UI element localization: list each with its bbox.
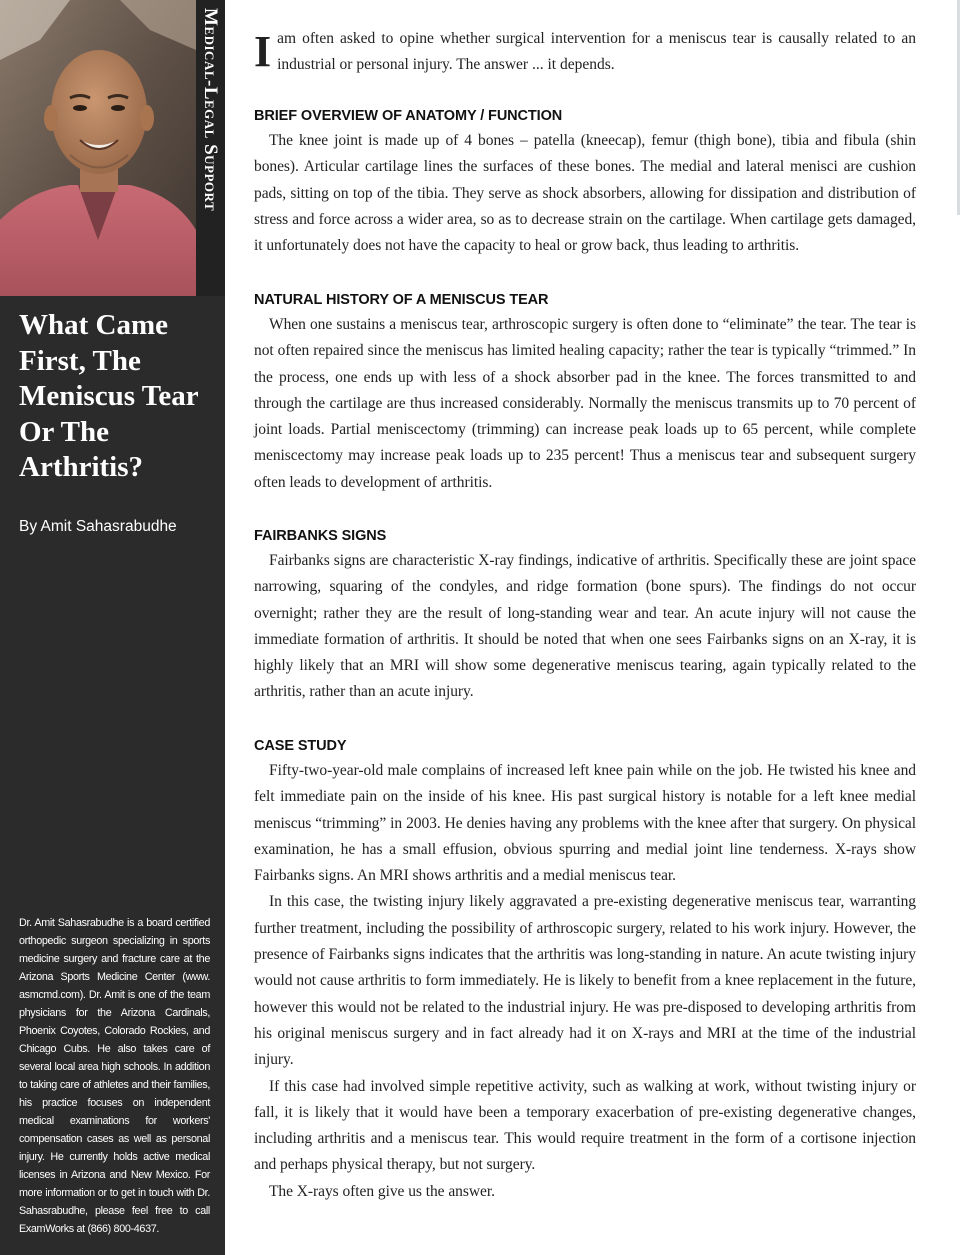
intro-paragraph: [254, 26, 916, 78]
section-heading: CASE STUDY: [254, 738, 347, 754]
section-paragraph: Fifty-two-year-old male complains of increased left knee pain while on the job. He twisted his knee and felt immediate pain on the inside of his knee. His past surgical history is notable for a left knee medial meniscus “trimming” in 2003. He denies having any problems with the knee after that surgery. On physical examination, he has a small effusion, obvious spurring and medial joint line tenderness. X-rays show Fairbanks signs. An MRI shows arthritis and a medial meniscus tear.: [254, 762, 916, 885]
section-heading: FAIRBANKS SIGNS: [254, 528, 387, 544]
section-paragraph: The X-rays often give us the answer.: [269, 1182, 495, 1200]
author-photo: [0, 0, 196, 296]
section-paragraph: The knee joint is made up of 4 bones – patella (kneecap), femur (thigh bone), tibia and fibula (shin bones). Articular cartilage lines the surfaces of these bones. The medial and lateral menisci are cushion pads, sitting on top of the tibia. They serve as shock absorbers, allowing for dissipation and distribution of stress and force across a wider area, so as to decrease strain on the cartilage. When cartilage gets damaged, it unfortunately does not have the capacity to heal or grow back, thus leading to arthritis.: [254, 132, 916, 255]
section-heading: NATURAL HISTORY OF A MENISCUS TEAR: [254, 292, 549, 308]
article-title: What Came First, The Meniscus Tear Or The Arthritis?: [19, 309, 199, 483]
author-portrait-image: [0, 0, 196, 296]
author-bio: Dr. Amit Sahasrabudhe is a board certified orthopedic surgeon specializing in sports medicine surgery and fracture care at the Arizona Sports Medicine Center (www. asmcmd.com). Dr. Amit is one of the team physicians for the Arizona Cardinals, Phoenix Coyotes, Colorado Rockies, and Chicago Cubs. He also takes care of several local area high schools. In addition to taking care of athletes and their families, his practice focuses on independent medical examinations for workers' compensation cases as well as personal injury. He currently holds active medical licenses in Arizona and New Mexico. For more information or to get in touch with Dr. Sahasrabudhe, please feel free to call ExamWorks at (866) 800-4637.: [19, 917, 210, 1235]
section-paragraph: If this case had involved simple repetitive activity, such as walking at work, without twisting injury or fall, it is likely that it would have been a temporary exacerbation of pre-existing degenerative changes, including arthritis and a meniscus tear. This would require treatment in the form of a cortisone injection and perhaps physical therapy, but not surgery.: [254, 1077, 916, 1174]
drop-cap: I: [254, 27, 272, 76]
sidebar: [0, 0, 225, 1255]
section-paragraph: Fairbanks signs are characteristic X-ray findings, indicative of arthritis. Specifically these are joint space narrowing, squaring of the condyles, and ridge formation (bone spurs). The findings do not occur overnight; rather they are the result of long-standing wear and tear. An acute injury will not cause the immediate formation of arthritis. It should be noted that when one sees Fairbanks signs on an X-ray, it is highly likely that an MRI will show some degenerative meniscus tearing, again typically related to the arthritis, rather than an acute injury.: [254, 552, 916, 701]
section-label: [196, 0, 225, 296]
section-paragraph: In this case, the twisting injury likely aggravated a pre-existing degenerative meniscus tear, warranting further treatment, including the possibility of arthroscopic surgery, related to his work injury. However, the presence of Fairbanks signs indicates that the arthritis was long-standing in nature. An acute twisting injury would not cause arthritis to form immediately. He is likely to benefit from a knee replacement in the future, however this would not be related to the industrial injury. He was pre-disposed to developing arthritis from his original meniscus surgery and in fact already had it on X-rays and MRI at the time of the industrial injury.: [254, 893, 916, 1069]
section-label-text: Medical-Legal Support: [200, 8, 221, 212]
article-intro: [254, 26, 916, 78]
section-case-study: [254, 734, 916, 1205]
section-natural-history: [254, 288, 916, 496]
section-anatomy: [254, 104, 916, 259]
intro-text: am often asked to opine whether surgical intervention for a meniscus tear is causally related to an industrial or personal injury. The answer ... it depends.: [277, 30, 916, 73]
section-paragraph: When one sustains a meniscus tear, arthroscopic surgery is often done to “eliminate” the tear. The tear is not often repaired since the meniscus has limited healing capacity; rather the tear is typically “trimmed.” In the process, one ends up with less of a shock absorber pad in the knee. The forces transmitted to and through the cartilage are thus increased considerably. Normally the meniscus transmits up to 70 percent of joint loads. Partial meniscectomy (trimming) can increase peak loads up to 65 percent, while complete meniscectomy may increase peak loads up to 235 percent! Thus a meniscus tear and subsequent surgery often leads to development of arthritis.: [254, 316, 916, 491]
author-byline: By Amit Sahasrabudhe: [19, 518, 177, 535]
section-fairbanks: [254, 524, 916, 706]
section-heading: BRIEF OVERVIEW OF ANATOMY / FUNCTION: [254, 108, 563, 124]
